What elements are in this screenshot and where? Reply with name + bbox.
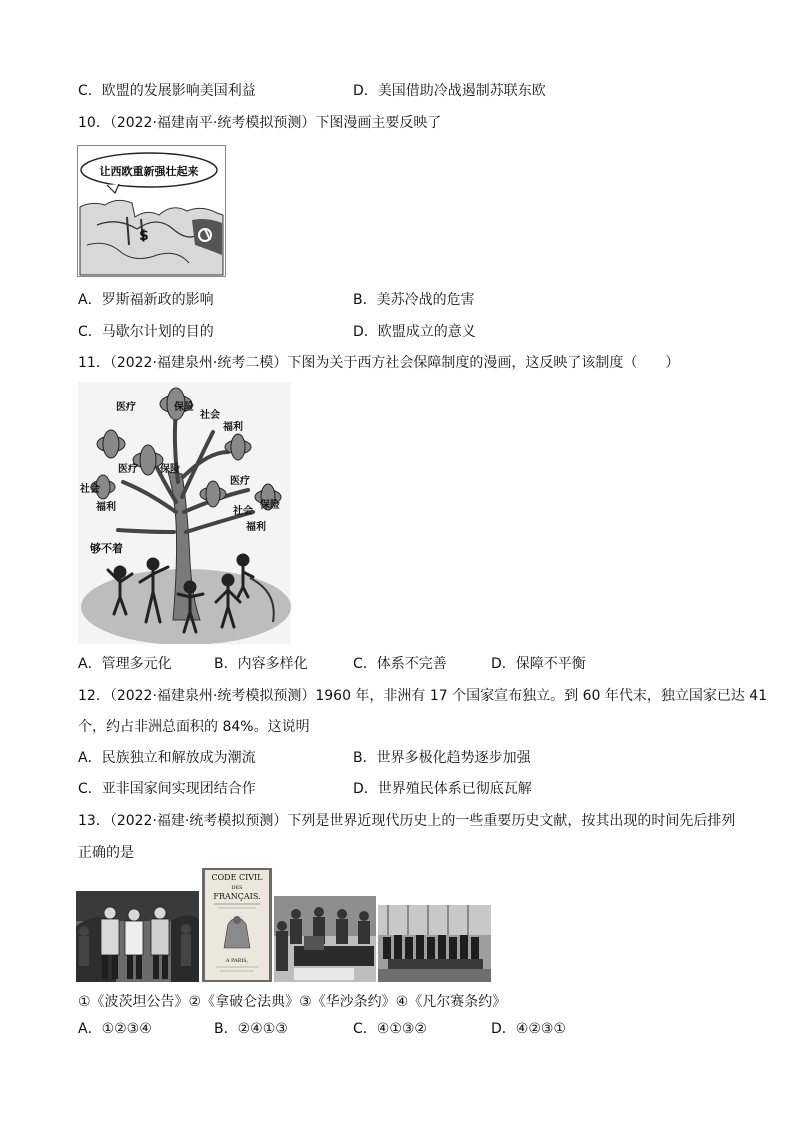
q11-label-welfare-3: 福利 xyxy=(246,522,266,533)
q13-option-d: D．④②③① xyxy=(491,1021,566,1037)
q11-label-social-2: 社会 xyxy=(80,484,100,495)
q13-photo-potsdam xyxy=(76,891,199,982)
q10-stem: 10．（2022·福建南平·统考模拟预测）下图漫画主要反映了 xyxy=(78,115,442,131)
q11-label-insurance-3: 保险 xyxy=(260,500,280,511)
q11-label-insurance-2: 保险 xyxy=(160,464,180,475)
q11-option-c: C．体系不完善 xyxy=(353,656,447,672)
q10-speech-text: 让西欧重新强壮起来 xyxy=(99,165,199,178)
q10-option-b: B．美苏冷战的危害 xyxy=(353,292,475,308)
q9-option-d: D．美国借助冷战遏制苏联东欧 xyxy=(353,83,546,99)
q11-option-a: A．管理多元化 xyxy=(78,656,172,672)
q10-option-a: A．罗斯福新政的影响 xyxy=(78,292,214,308)
q11-label-medical-2: 医疗 xyxy=(118,464,138,475)
q11-label-welfare-1: 福利 xyxy=(223,422,243,433)
q11-stem: 11．（2022·福建泉州·统考二模）下图为关于西方社会保障制度的漫画，这反映了该制度（ ） xyxy=(78,355,680,371)
q10-option-c: C．马歇尔计划的目的 xyxy=(78,324,214,340)
q11-label-cant-reach: 够不着 xyxy=(90,542,123,555)
q10-option-d: D．欧盟成立的意义 xyxy=(353,324,476,340)
q13-option-a: A．①②③④ xyxy=(78,1021,152,1037)
q13-captions: ①《波茨坦公告》②《拿破仑法典》③《华沙条约》④《凡尔赛条约》 xyxy=(78,994,507,1010)
q13-option-b: B．②④①③ xyxy=(214,1021,288,1037)
q12-option-b: B．世界多极化趋势逐步加强 xyxy=(353,750,531,766)
q11-label-welfare-2: 福利 xyxy=(96,502,116,513)
q11-label-social-3: 社会 xyxy=(233,506,253,517)
q12-option-a: A．民族独立和解放成为潮流 xyxy=(78,750,256,766)
q11-label-social-1: 社会 xyxy=(200,410,220,421)
q11-label-insurance-1: 保险 xyxy=(174,402,194,413)
q13-photo-code-civil xyxy=(202,868,272,982)
q11-label-medical-3: 医疗 xyxy=(230,476,250,487)
q13-book-title-line1: CODE CIVIL xyxy=(211,873,263,882)
q11-option-d: D．保障不平衡 xyxy=(491,656,586,672)
q10-cartoon-image xyxy=(77,145,226,277)
q13-option-c: C．④①③② xyxy=(353,1021,427,1037)
q11-option-b: B．内容多样化 xyxy=(214,656,308,672)
q9-option-c: C．欧盟的发展影响美国利益 xyxy=(78,83,256,99)
q13-stem-line2: 正确的是 xyxy=(78,845,134,861)
q11-label-medical-1: 医疗 xyxy=(116,402,136,413)
q13-photo-warsaw-pact xyxy=(274,896,376,982)
q13-stem-line1: 13．（2022·福建·统考模拟预测）下列是世界近现代历史上的一些重要历史文献，按其出现的时间先后排列 xyxy=(78,813,736,829)
q11-tree-cartoon-image xyxy=(78,382,291,644)
q12-option-d: D．世界殖民体系已彻底瓦解 xyxy=(353,781,532,797)
q13-photo-versailles xyxy=(378,905,491,982)
q12-stem-line2: 个，约占非洲总面积的 84%。这说明 xyxy=(78,719,310,735)
q13-book-city: A PARIS, xyxy=(225,958,249,964)
q10-dollar-sign: $ xyxy=(139,228,149,244)
q13-book-title-line2: DES xyxy=(231,885,243,891)
q12-option-c: C．亚非国家间实现团结合作 xyxy=(78,781,256,797)
q12-stem-line1: 12．（2022·福建泉州·统考模拟预测）1960 年，非洲有 17 个国家宣布独立。到 60 年代末，独立国家已达 41 xyxy=(78,688,768,704)
q13-book-title-line3: FRANÇAIS. xyxy=(213,892,261,901)
